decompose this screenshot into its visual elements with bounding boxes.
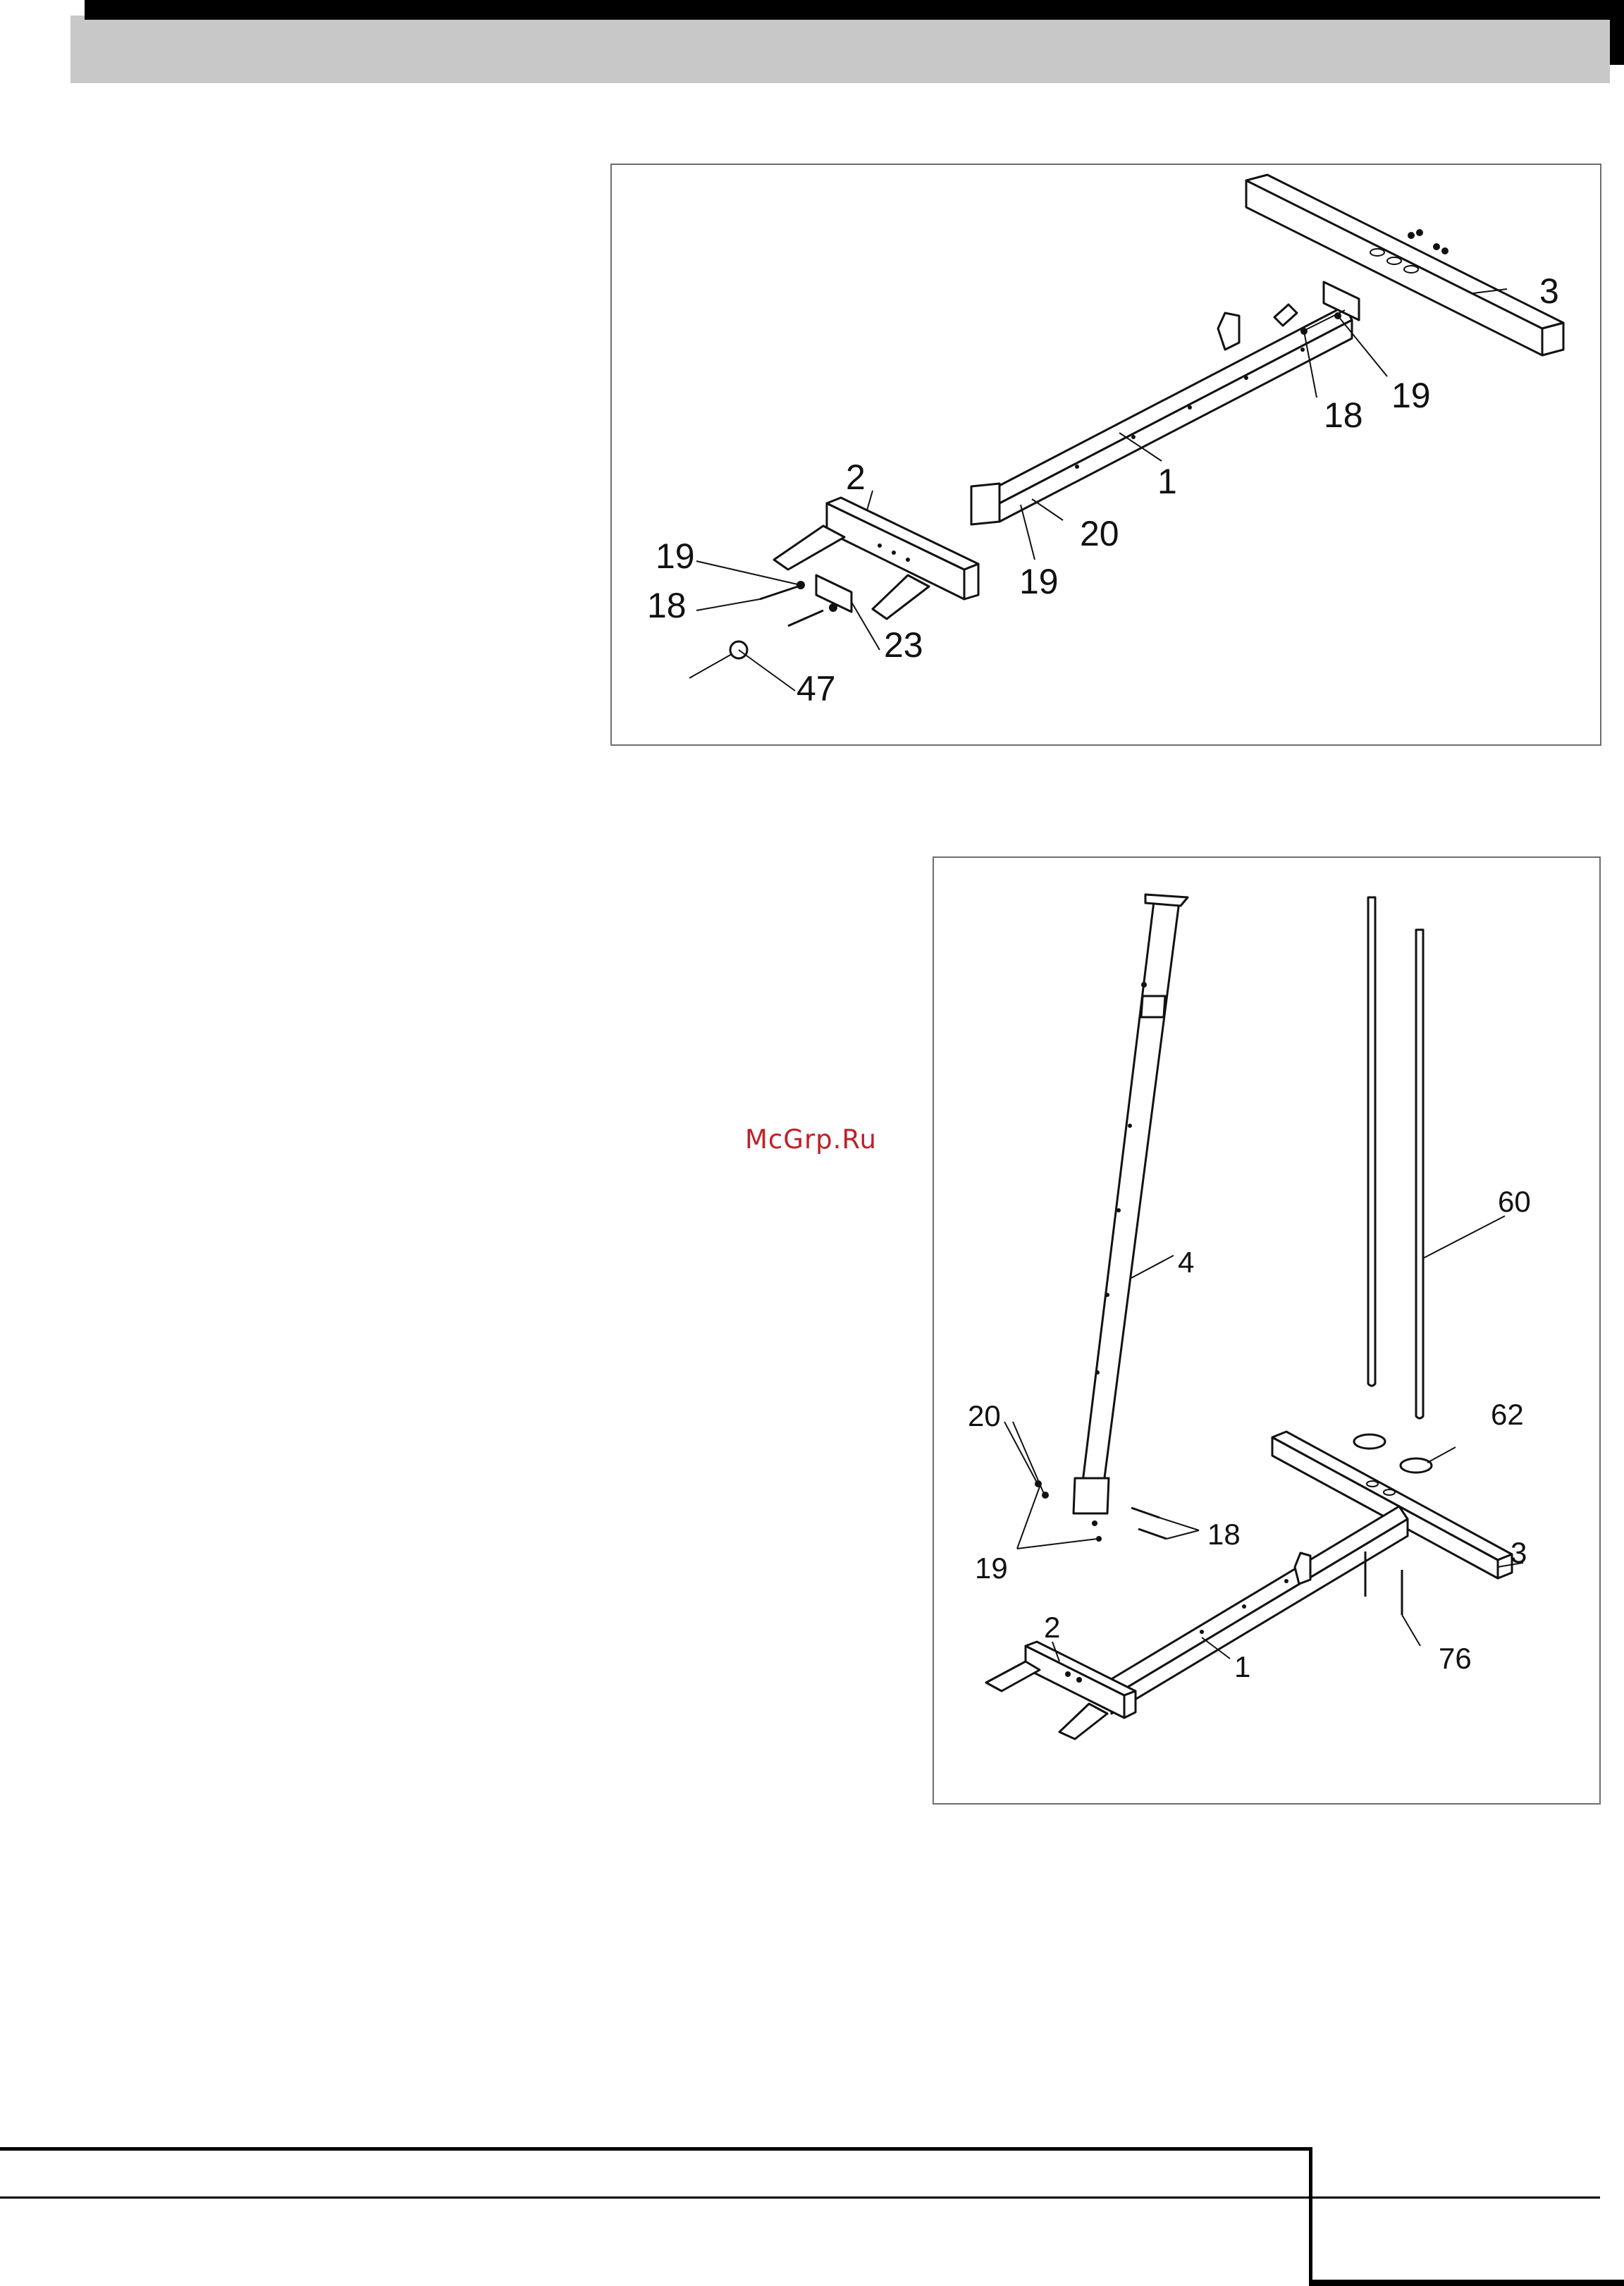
callout-19-middle: 19 bbox=[1019, 562, 1059, 601]
callout-62: 62 bbox=[1491, 1398, 1524, 1431]
figure-2-drawing bbox=[934, 858, 1602, 1806]
callout-1: 1 bbox=[1157, 462, 1177, 501]
callout-2: 2 bbox=[846, 457, 866, 497]
part-4-upright bbox=[1074, 895, 1188, 1513]
figure-1-drawing bbox=[612, 165, 1603, 747]
watermark: McGrp.Ru bbox=[745, 1124, 877, 1155]
callout-3: 3 bbox=[1511, 1536, 1527, 1569]
part-2-foot bbox=[986, 1642, 1136, 1739]
callout-3: 3 bbox=[1539, 271, 1559, 311]
footer-rule-middle bbox=[0, 2196, 1600, 2199]
callout-60: 60 bbox=[1498, 1185, 1531, 1218]
header-bar bbox=[70, 16, 1610, 83]
callout-23: 23 bbox=[884, 625, 923, 665]
part-1-main-tube bbox=[1103, 1506, 1408, 1714]
callout-20: 20 bbox=[968, 1399, 1001, 1432]
callout-19: 19 bbox=[975, 1551, 1008, 1585]
part-2-foot bbox=[774, 498, 978, 619]
callout-47: 47 bbox=[796, 669, 836, 708]
callout-4: 4 bbox=[1178, 1246, 1195, 1279]
part-62-washer-b bbox=[1401, 1458, 1432, 1473]
callout-20: 20 bbox=[1080, 514, 1119, 553]
callout-19-left: 19 bbox=[656, 536, 695, 576]
header-bar-right-edge bbox=[1610, 0, 1624, 65]
callout-1: 1 bbox=[1234, 1650, 1251, 1683]
part-3-crossbar bbox=[1246, 175, 1563, 355]
footer-rule-top bbox=[0, 2147, 1312, 2151]
footer-rule-bottom bbox=[1309, 2280, 1624, 2286]
part-60-guide-rods bbox=[1368, 897, 1423, 1418]
assembly-figure-step-2 bbox=[933, 856, 1601, 1805]
header-bar-top-edge bbox=[85, 0, 1624, 20]
assembly-figure-step-1 bbox=[610, 164, 1601, 746]
callout-18-left: 18 bbox=[647, 586, 687, 625]
callout-76: 76 bbox=[1439, 1642, 1472, 1675]
part-62-washer-a bbox=[1354, 1434, 1385, 1449]
callout-18-upper: 18 bbox=[1324, 395, 1363, 435]
callout-2: 2 bbox=[1044, 1611, 1061, 1644]
callout-19-upper: 19 bbox=[1391, 376, 1431, 415]
callout-18: 18 bbox=[1207, 1518, 1241, 1551]
footer-rule-vertical bbox=[1309, 2147, 1312, 2286]
